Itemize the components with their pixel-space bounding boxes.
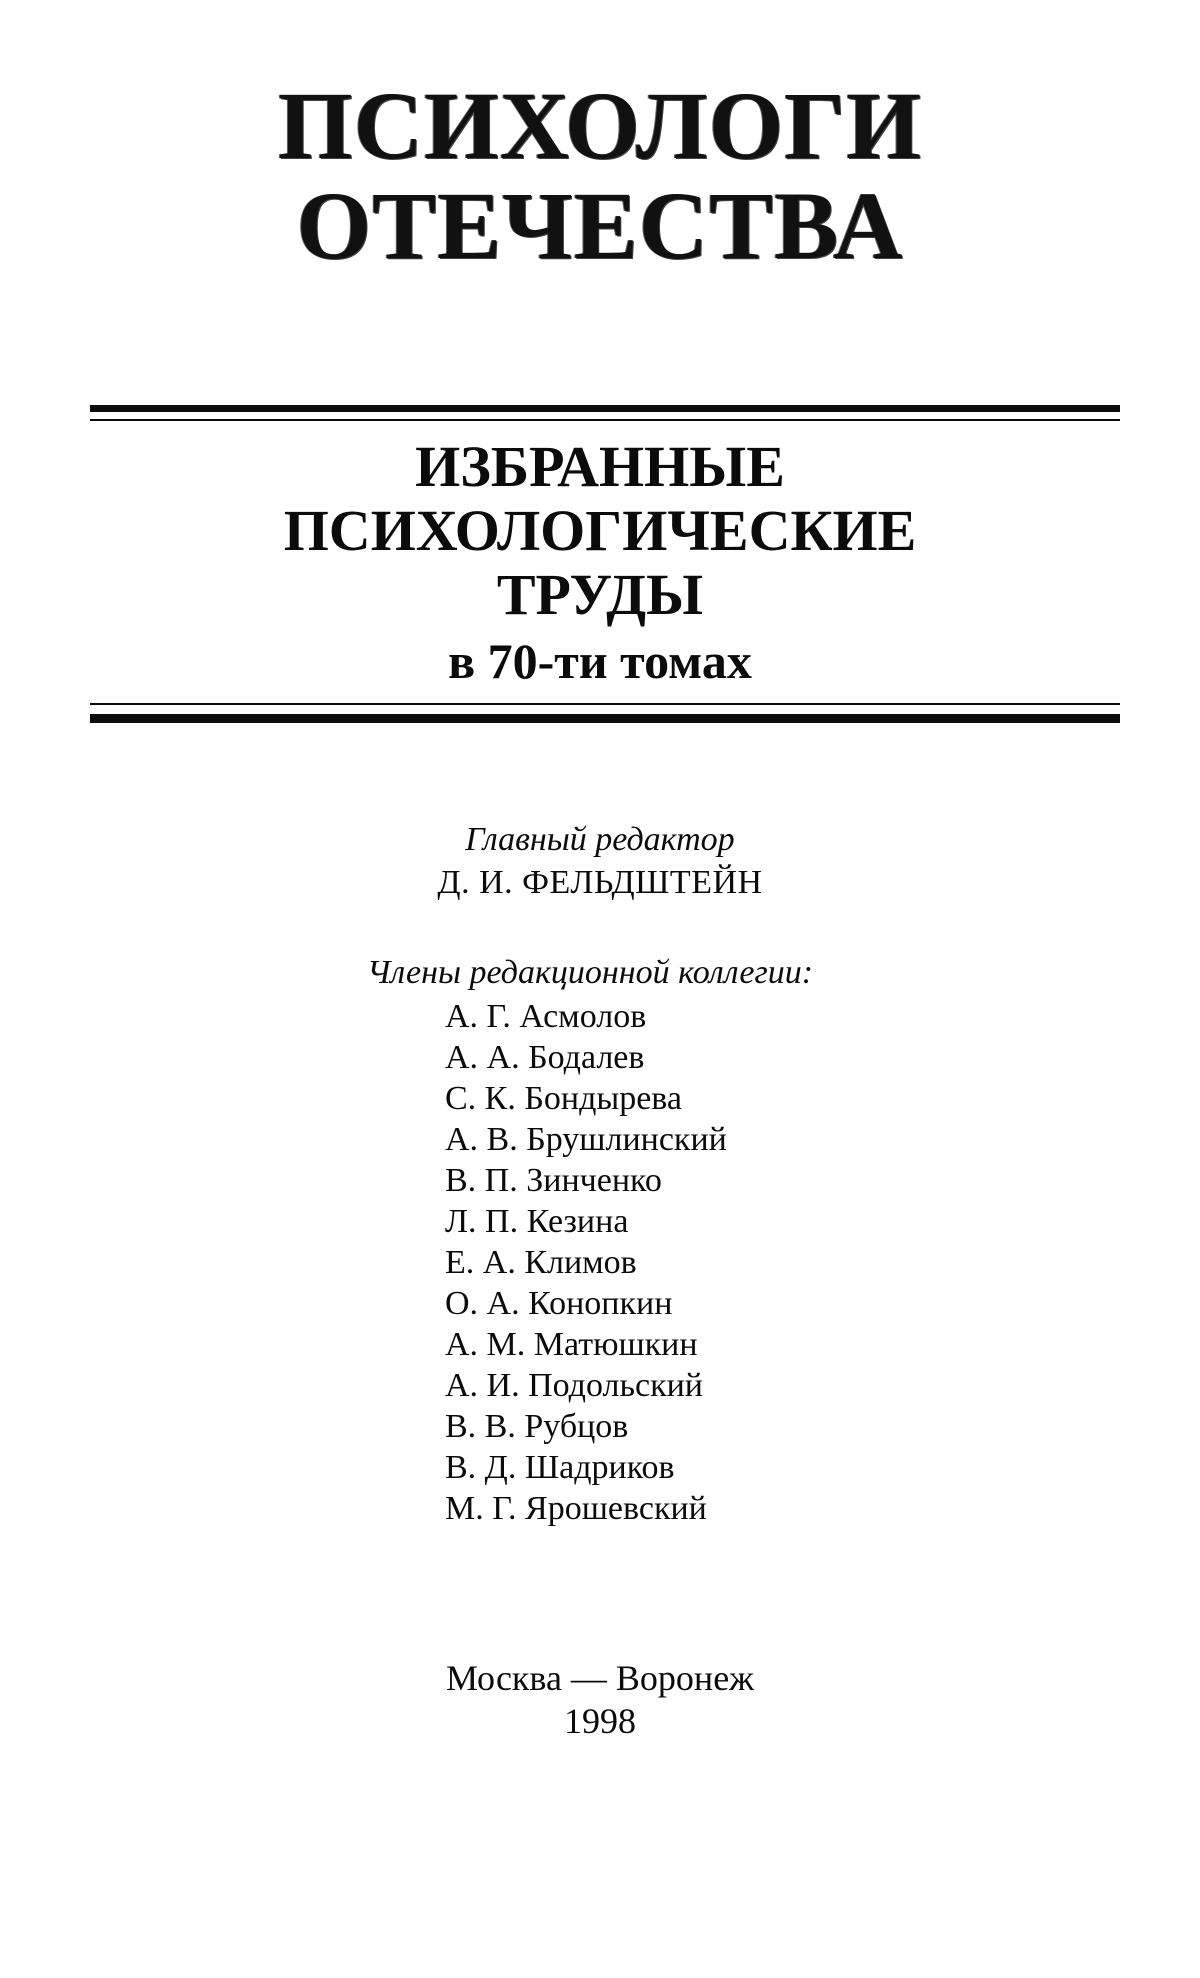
board-member: В. В. Рубцов xyxy=(445,1408,629,1445)
bottom-thin-rule xyxy=(90,703,1120,705)
chief-editor-name: Д. И. ФЕЛЬДШТЕЙН xyxy=(437,864,763,901)
series-title-line-2: ОТЕЧЕСТВА xyxy=(296,172,904,279)
works-title-line-2: ПСИХОЛОГИЧЕСКИЕ xyxy=(283,498,917,563)
publication-year: 1998 xyxy=(564,1701,636,1741)
board-member: М. Г. Ярошевский xyxy=(445,1490,707,1527)
board-member: О. А. Конопкин xyxy=(445,1285,673,1322)
volumes-count: в 70-ти томах xyxy=(448,633,752,689)
board-member: В. П. Зинченко xyxy=(445,1162,662,1199)
board-member: Е. А. Климов xyxy=(445,1244,637,1281)
publication-place: Москва — Воронеж xyxy=(445,1658,755,1698)
board-member: А. Г. Асмолов xyxy=(445,998,647,1035)
chief-editor-label: Главный редактор xyxy=(465,821,735,858)
board-member: А. И. Подольский xyxy=(445,1367,704,1404)
bottom-thick-rule xyxy=(90,714,1120,723)
top-thick-rule xyxy=(90,405,1120,412)
editorial-board-label: Члены редакционной коллегии: xyxy=(366,954,814,991)
works-title-line-3: ТРУДЫ xyxy=(496,562,704,627)
series-title-line-1: ПСИХОЛОГИ xyxy=(278,72,922,179)
works-title-line-1: ИЗБРАННЫЕ xyxy=(415,434,785,499)
board-member: Л. П. Кезина xyxy=(445,1203,629,1240)
board-member: А. М. Матюшкин xyxy=(445,1326,698,1363)
board-member: С. К. Бондырева xyxy=(445,1080,683,1117)
board-member: В. Д. Шадриков xyxy=(445,1449,675,1486)
top-thin-rule xyxy=(90,419,1120,421)
board-member: А. А. Бодалев xyxy=(445,1039,645,1076)
board-member: А. В. Брушлинский xyxy=(445,1121,727,1158)
editorial-board-list xyxy=(445,996,727,1529)
